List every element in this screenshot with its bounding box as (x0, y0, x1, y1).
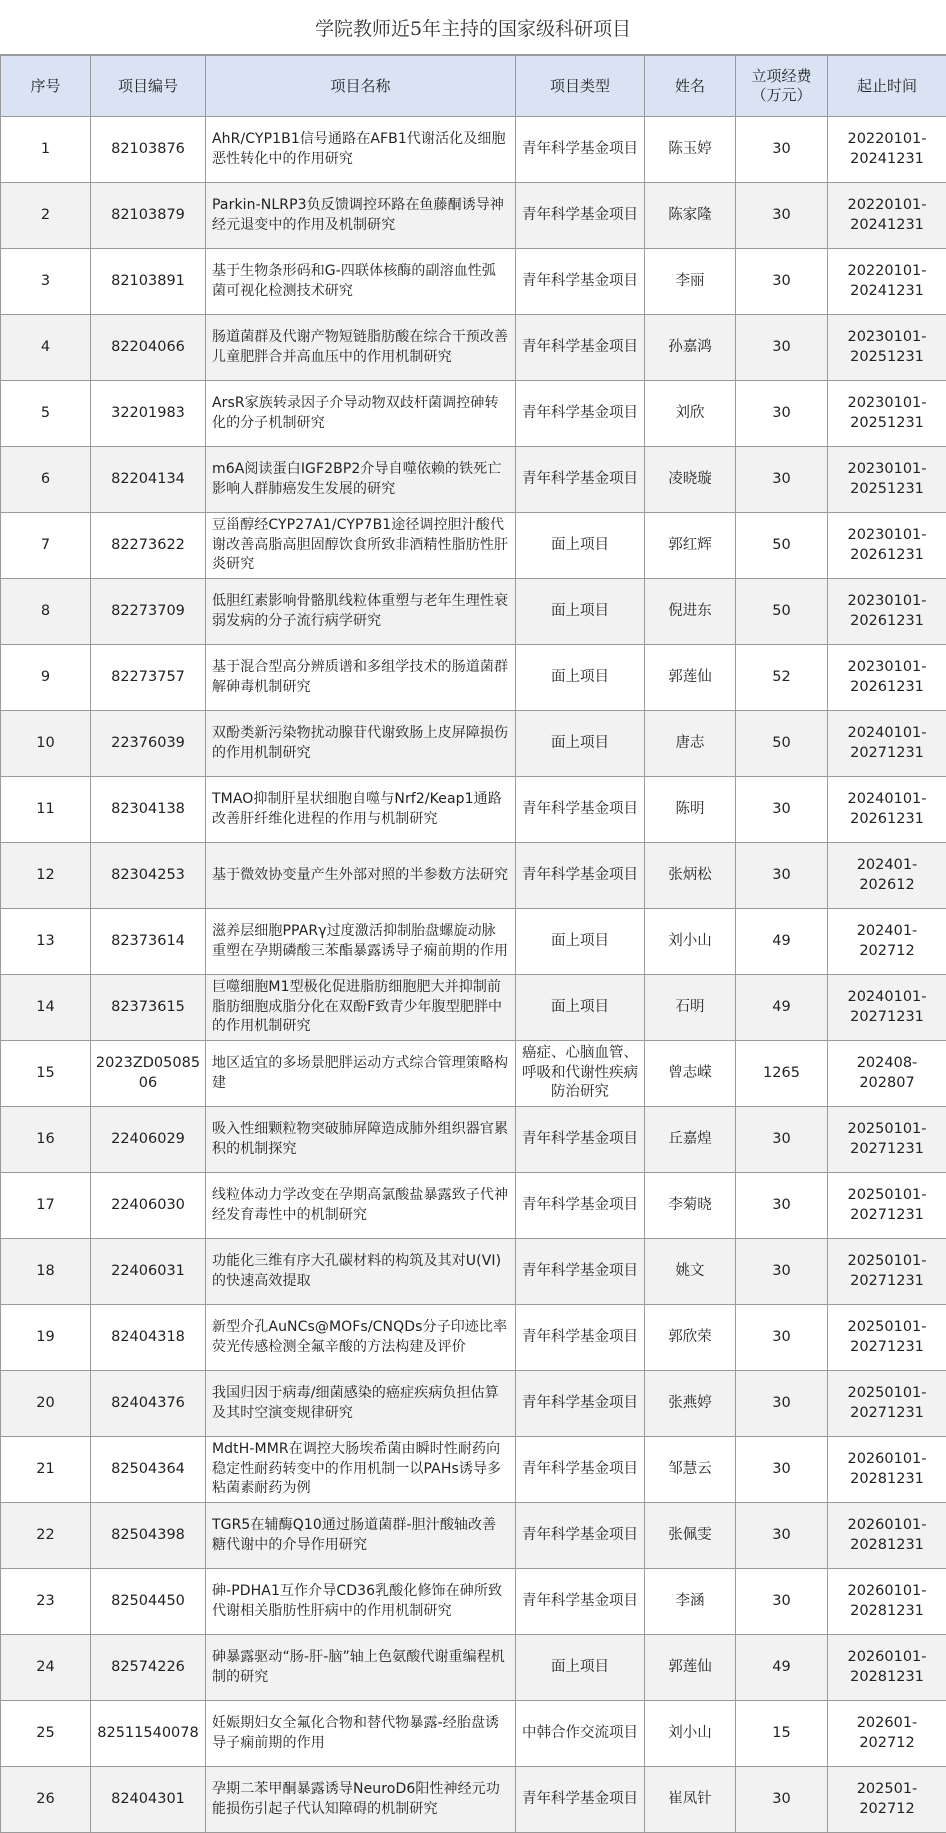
cell-type[interactable]: 青年科学基金项目 (516, 447, 645, 513)
cell-type[interactable]: 面上项目 (516, 513, 645, 579)
cell-type[interactable]: 青年科学基金项目 (516, 843, 645, 909)
cell-code[interactable]: 82103879 (91, 183, 206, 249)
cell-no[interactable]: 26 (1, 1767, 91, 1833)
cell-no[interactable]: 7 (1, 513, 91, 579)
cell-fund[interactable]: 50 (736, 579, 828, 645)
cell-type[interactable]: 面上项目 (516, 1635, 645, 1701)
cell-type[interactable]: 青年科学基金项目 (516, 1503, 645, 1569)
cell-project-name[interactable]: 妊娠期妇女全氟化合物和替代物暴露-经胎盘诱导子痫前期的作用 (206, 1701, 516, 1767)
cell-type[interactable]: 青年科学基金项目 (516, 1107, 645, 1173)
cell-person[interactable]: 邹慧云 (645, 1437, 736, 1503)
cell-fund[interactable]: 30 (736, 1767, 828, 1833)
cell-period[interactable]: 202501-202712 (828, 1767, 946, 1833)
cell-code[interactable]: 82404301 (91, 1767, 206, 1833)
cell-type[interactable]: 青年科学基金项目 (516, 1305, 645, 1371)
cell-no[interactable]: 13 (1, 909, 91, 975)
cell-period[interactable]: 20240101-20271231 (828, 975, 946, 1041)
cell-person[interactable]: 刘欣 (645, 381, 736, 447)
cell-person[interactable]: 崔凤针 (645, 1767, 736, 1833)
cell-type[interactable]: 青年科学基金项目 (516, 1239, 645, 1305)
table-row (1, 1173, 946, 1239)
cell-no[interactable]: 12 (1, 843, 91, 909)
cell-code[interactable]: 82504450 (91, 1569, 206, 1635)
table-row (1, 1569, 946, 1635)
cell-fund[interactable]: 15 (736, 1701, 828, 1767)
cell-no[interactable]: 19 (1, 1305, 91, 1371)
cell-code[interactable]: 82504364 (91, 1437, 206, 1503)
cell-type[interactable]: 面上项目 (516, 645, 645, 711)
cell-type[interactable]: 中韩合作交流项目 (516, 1701, 645, 1767)
cell-project-name[interactable]: 滋养层细胞PPARγ过度激活抑制胎盘螺旋动脉重塑在孕期磷酸三苯酯暴露诱导子痫前期的作用 (206, 909, 516, 975)
cell-code[interactable]: 82273622 (91, 513, 206, 579)
cell-fund[interactable]: 30 (736, 1305, 828, 1371)
cell-code[interactable]: 82404376 (91, 1371, 206, 1437)
cell-no[interactable]: 23 (1, 1569, 91, 1635)
cell-person[interactable]: 郭红辉 (645, 513, 736, 579)
header-cell-fund: 立项经费（万元） (736, 56, 828, 117)
cell-person[interactable]: 陈玉婷 (645, 117, 736, 183)
cell-fund[interactable]: 30 (736, 1569, 828, 1635)
cell-person[interactable]: 丘嘉煌 (645, 1107, 736, 1173)
cell-person[interactable]: 陈家隆 (645, 183, 736, 249)
cell-type[interactable]: 青年科学基金项目 (516, 381, 645, 447)
header-cell-name: 项目名称 (206, 56, 516, 117)
cell-fund[interactable]: 30 (736, 1173, 828, 1239)
table-row (1, 117, 946, 183)
cell-project-name[interactable]: 吸入性细颗粒物突破肺屏障造成肺外组织器官累积的机制探究 (206, 1107, 516, 1173)
cell-person[interactable]: 凌晓璇 (645, 447, 736, 513)
cell-no[interactable]: 14 (1, 975, 91, 1041)
cell-period[interactable]: 20260101-20281231 (828, 1503, 946, 1569)
cell-period[interactable]: 20250101-20271231 (828, 1305, 946, 1371)
cell-period[interactable]: 202401-202712 (828, 909, 946, 975)
cell-no[interactable]: 22 (1, 1503, 91, 1569)
cell-person[interactable]: 郭欣荣 (645, 1305, 736, 1371)
table-row (1, 1239, 946, 1305)
cell-project-name[interactable]: 豆甾醇经CYP27A1/CYP7B1途径调控胆汁酸代谢改善高脂高胆固醇饮食所致非酒精性脂肪性肝炎研究 (206, 513, 516, 579)
cell-type[interactable]: 面上项目 (516, 579, 645, 645)
cell-no[interactable]: 6 (1, 447, 91, 513)
cell-period[interactable]: 20260101-20281231 (828, 1569, 946, 1635)
cell-code[interactable]: 82574226 (91, 1635, 206, 1701)
cell-person[interactable]: 刘小山 (645, 1701, 736, 1767)
cell-person[interactable]: 刘小山 (645, 909, 736, 975)
table-row (1, 843, 946, 909)
cell-code[interactable]: 22406029 (91, 1107, 206, 1173)
cell-no[interactable]: 18 (1, 1239, 91, 1305)
table-row (1, 1437, 946, 1503)
cell-fund[interactable]: 30 (736, 1503, 828, 1569)
cell-code[interactable]: 82103876 (91, 117, 206, 183)
cell-period[interactable]: 20250101-20271231 (828, 1107, 946, 1173)
header-cell-no: 序号 (1, 56, 91, 117)
cell-no[interactable]: 3 (1, 249, 91, 315)
cell-fund[interactable]: 49 (736, 1635, 828, 1701)
cell-person[interactable]: 石明 (645, 975, 736, 1041)
cell-project-name[interactable]: 基于混合型高分辨质谱和多组学技术的肠道菌群解砷毒机制研究 (206, 645, 516, 711)
cell-type[interactable]: 青年科学基金项目 (516, 1437, 645, 1503)
cell-period[interactable]: 202601-202712 (828, 1701, 946, 1767)
cell-code[interactable]: 82404318 (91, 1305, 206, 1371)
cell-period[interactable]: 20260101-20281231 (828, 1635, 946, 1701)
cell-type[interactable]: 青年科学基金项目 (516, 1173, 645, 1239)
cell-code[interactable]: 82103891 (91, 249, 206, 315)
cell-person[interactable]: 曾志嵘 (645, 1041, 736, 1107)
cell-person[interactable]: 唐志 (645, 711, 736, 777)
cell-person[interactable]: 倪进东 (645, 579, 736, 645)
cell-fund[interactable]: 30 (736, 1107, 828, 1173)
cell-project-name[interactable]: 线粒体动力学改变在孕期高氯酸盐暴露致子代神经发育毒性中的机制研究 (206, 1173, 516, 1239)
cell-code[interactable]: 82273709 (91, 579, 206, 645)
cell-code[interactable]: 82511540078 (91, 1701, 206, 1767)
cell-project-name[interactable]: 砷-PDHA1互作介导CD36乳酸化修饰在砷所致代谢相关脂肪性肝病中的作用机制研究 (206, 1569, 516, 1635)
cell-no[interactable]: 8 (1, 579, 91, 645)
cell-fund[interactable]: 30 (736, 1437, 828, 1503)
cell-project-name[interactable]: 新型介孔AuNCs@MOFs/CNQDs分子印迹比率荧光传感检测全氟辛酸的方法构建及评价 (206, 1305, 516, 1371)
cell-project-name[interactable]: 砷暴露驱动“肠-肝-脑”轴上色氨酸代谢重编程机制的研究 (206, 1635, 516, 1701)
cell-fund[interactable]: 30 (736, 183, 828, 249)
header-cell-period: 起止时间 (828, 56, 946, 117)
cell-code[interactable]: 82373615 (91, 975, 206, 1041)
cell-type[interactable]: 青年科学基金项目 (516, 117, 645, 183)
table-row (1, 1041, 946, 1107)
cell-fund[interactable]: 30 (736, 1371, 828, 1437)
cell-period[interactable]: 20260101-20281231 (828, 1437, 946, 1503)
table-row (1, 315, 946, 381)
cell-code[interactable]: 82204066 (91, 315, 206, 381)
cell-no[interactable]: 4 (1, 315, 91, 381)
cell-no[interactable]: 25 (1, 1701, 91, 1767)
table-row (1, 447, 946, 513)
cell-project-name[interactable]: AhR/CYP1B1信号通路在AFB1代谢活化及细胞恶性转化中的作用研究 (206, 117, 516, 183)
cell-no[interactable]: 15 (1, 1041, 91, 1107)
cell-code[interactable]: 22406031 (91, 1239, 206, 1305)
cell-period[interactable]: 20220101-20241231 (828, 249, 946, 315)
cell-fund[interactable]: 30 (736, 843, 828, 909)
cell-type[interactable]: 青年科学基金项目 (516, 777, 645, 843)
table-row (1, 1635, 946, 1701)
cell-no[interactable]: 16 (1, 1107, 91, 1173)
header-cell-type: 项目类型 (516, 56, 645, 117)
cell-fund[interactable]: 30 (736, 447, 828, 513)
header-cell-person: 姓名 (645, 56, 736, 117)
cell-project-name[interactable]: 肠道菌群及代谢产物短链脂肪酸在综合干预改善儿童肥胖合并高血压中的作用机制研究 (206, 315, 516, 381)
cell-period[interactable]: 20250101-20271231 (828, 1239, 946, 1305)
table-row (1, 513, 946, 579)
cell-person[interactable]: 郭莲仙 (645, 645, 736, 711)
cell-project-name[interactable]: 巨噬细胞M1型极化促进脂肪细胞肥大并抑制前脂肪细胞成脂分化在双酚F致青少年腹型肥胖中的作用机制研究 (206, 975, 516, 1041)
cell-period[interactable]: 20230101-20261231 (828, 645, 946, 711)
cell-no[interactable]: 24 (1, 1635, 91, 1701)
cell-period[interactable]: 20230101-20251231 (828, 447, 946, 513)
cell-project-name[interactable]: 功能化三维有序大孔碳材料的构筑及其对U(VI)的快速高效提取 (206, 1239, 516, 1305)
cell-type[interactable]: 青年科学基金项目 (516, 1371, 645, 1437)
cell-person[interactable]: 郭莲仙 (645, 1635, 736, 1701)
cell-type[interactable]: 面上项目 (516, 711, 645, 777)
table-row (1, 249, 946, 315)
cell-fund[interactable]: 30 (736, 1239, 828, 1305)
cell-type[interactable]: 青年科学基金项目 (516, 315, 645, 381)
cell-no[interactable]: 21 (1, 1437, 91, 1503)
cell-type[interactable]: 癌症、心脑血管、呼吸和代谢性疾病防治研究 (516, 1041, 645, 1107)
cell-period[interactable]: 20230101-20261231 (828, 579, 946, 645)
cell-fund[interactable]: 30 (736, 777, 828, 843)
cell-code[interactable]: 82304253 (91, 843, 206, 909)
cell-no[interactable]: 2 (1, 183, 91, 249)
cell-code[interactable]: 22376039 (91, 711, 206, 777)
table-row (1, 975, 946, 1041)
cell-period[interactable]: 202408-202807 (828, 1041, 946, 1107)
table-row (1, 909, 946, 975)
cell-no[interactable]: 9 (1, 645, 91, 711)
cell-project-name[interactable]: TGR5在辅酶Q10通过肠道菌群-胆汁酸轴改善糖代谢中的介导作用研究 (206, 1503, 516, 1569)
cell-code[interactable]: 82273757 (91, 645, 206, 711)
cell-period[interactable]: 20250101-20271231 (828, 1173, 946, 1239)
cell-period[interactable]: 20240101-20271231 (828, 711, 946, 777)
cell-project-name[interactable]: 基于生物条形码和G-四联体核酶的副溶血性弧菌可视化检测技术研究 (206, 249, 516, 315)
cell-period[interactable]: 202401-202612 (828, 843, 946, 909)
cell-period[interactable]: 20240101-20261231 (828, 777, 946, 843)
cell-fund[interactable]: 49 (736, 909, 828, 975)
cell-person[interactable]: 孙嘉鸿 (645, 315, 736, 381)
table-row (1, 381, 946, 447)
cell-project-name[interactable]: 我国归因于病毒/细菌感染的癌症疾病负担估算及其时空演变规律研究 (206, 1371, 516, 1437)
table-row (1, 1767, 946, 1833)
cell-fund[interactable]: 50 (736, 711, 828, 777)
cell-project-name[interactable]: TMAO抑制肝星状细胞自噬与Nrf2/Keap1通路改善肝纤维化进程的作用与机制研究 (206, 777, 516, 843)
cell-project-name[interactable]: MdtH-MMR在调控大肠埃希菌由瞬时性耐药向稳定性耐药转变中的作用机制一以PAHs诱导多粘菌素耐药为例 (206, 1437, 516, 1503)
projects-table (0, 55, 946, 1833)
cell-type[interactable]: 面上项目 (516, 975, 645, 1041)
cell-no[interactable]: 20 (1, 1371, 91, 1437)
cell-fund[interactable]: 50 (736, 513, 828, 579)
cell-project-name[interactable]: Parkin-NLRP3负反馈调控环路在鱼藤酮诱导神经元退变中的作用及机制研究 (206, 183, 516, 249)
table-row (1, 1503, 946, 1569)
cell-person[interactable]: 李菊晓 (645, 1173, 736, 1239)
table-row (1, 183, 946, 249)
cell-type[interactable]: 青年科学基金项目 (516, 249, 645, 315)
cell-fund[interactable]: 49 (736, 975, 828, 1041)
cell-no[interactable]: 11 (1, 777, 91, 843)
cell-fund[interactable]: 30 (736, 117, 828, 183)
table-row (1, 777, 946, 843)
cell-period[interactable]: 20250101-20271231 (828, 1371, 946, 1437)
cell-project-name[interactable]: m6A阅读蛋白IGF2BP2介导自噬依赖的铁死亡影响人群肺癌发生发展的研究 (206, 447, 516, 513)
table-title: 学院教师近5年主持的国家级科研项目 (0, 0, 946, 55)
cell-type[interactable]: 青年科学基金项目 (516, 1569, 645, 1635)
cell-person[interactable]: 李涵 (645, 1569, 736, 1635)
cell-code[interactable]: 22406030 (91, 1173, 206, 1239)
header-row (1, 56, 946, 117)
header-cell-code: 项目编号 (91, 56, 206, 117)
cell-fund[interactable]: 30 (736, 315, 828, 381)
cell-fund[interactable]: 30 (736, 381, 828, 447)
cell-fund[interactable]: 30 (736, 249, 828, 315)
cell-person[interactable]: 张佩雯 (645, 1503, 736, 1569)
cell-period[interactable]: 20230101-20261231 (828, 513, 946, 579)
cell-project-name[interactable]: 地区适宜的多场景肥胖运动方式综合管理策略构建 (206, 1041, 516, 1107)
cell-project-name[interactable]: 低胆红素影响骨骼肌线粒体重塑与老年生理性衰弱发病的分子流行病学研究 (206, 579, 516, 645)
cell-code[interactable]: 82204134 (91, 447, 206, 513)
cell-period[interactable]: 20230101-20251231 (828, 315, 946, 381)
cell-code[interactable]: 82373614 (91, 909, 206, 975)
cell-type[interactable]: 青年科学基金项目 (516, 183, 645, 249)
table-row (1, 711, 946, 777)
cell-period[interactable]: 20220101-20241231 (828, 183, 946, 249)
cell-person[interactable]: 陈明 (645, 777, 736, 843)
cell-project-name[interactable]: 基于微效协变量产生外部对照的半参数方法研究 (206, 843, 516, 909)
cell-project-name[interactable]: ArsR家族转录因子介导动物双歧杆菌调控砷转化的分子机制研究 (206, 381, 516, 447)
cell-no[interactable]: 5 (1, 381, 91, 447)
cell-period[interactable]: 20230101-20251231 (828, 381, 946, 447)
cell-person[interactable]: 张燕婷 (645, 1371, 736, 1437)
cell-fund[interactable]: 1265 (736, 1041, 828, 1107)
cell-period[interactable]: 20220101-20241231 (828, 117, 946, 183)
cell-project-name[interactable]: 双酚类新污染物扰动腺苷代谢致肠上皮屏障损伤的作用机制研究 (206, 711, 516, 777)
table-row (1, 1701, 946, 1767)
cell-project-name[interactable]: 孕期二苯甲酮暴露诱导NeuroD6阳性神经元功能损伤引起子代认知障碍的机制研究 (206, 1767, 516, 1833)
cell-code[interactable]: 82504398 (91, 1503, 206, 1569)
table-row (1, 645, 946, 711)
table-row (1, 1371, 946, 1437)
cell-code[interactable]: 32201983 (91, 381, 206, 447)
table-row (1, 579, 946, 645)
cell-fund[interactable]: 52 (736, 645, 828, 711)
table-row (1, 1107, 946, 1173)
cell-person[interactable]: 姚文 (645, 1239, 736, 1305)
cell-no[interactable]: 10 (1, 711, 91, 777)
cell-no[interactable]: 17 (1, 1173, 91, 1239)
cell-person[interactable]: 张炳松 (645, 843, 736, 909)
cell-type[interactable]: 青年科学基金项目 (516, 1767, 645, 1833)
cell-no[interactable]: 1 (1, 117, 91, 183)
table-row (1, 1305, 946, 1371)
cell-code[interactable]: 2023ZD0508506 (91, 1041, 206, 1107)
cell-type[interactable]: 面上项目 (516, 909, 645, 975)
cell-code[interactable]: 82304138 (91, 777, 206, 843)
cell-person[interactable]: 李丽 (645, 249, 736, 315)
